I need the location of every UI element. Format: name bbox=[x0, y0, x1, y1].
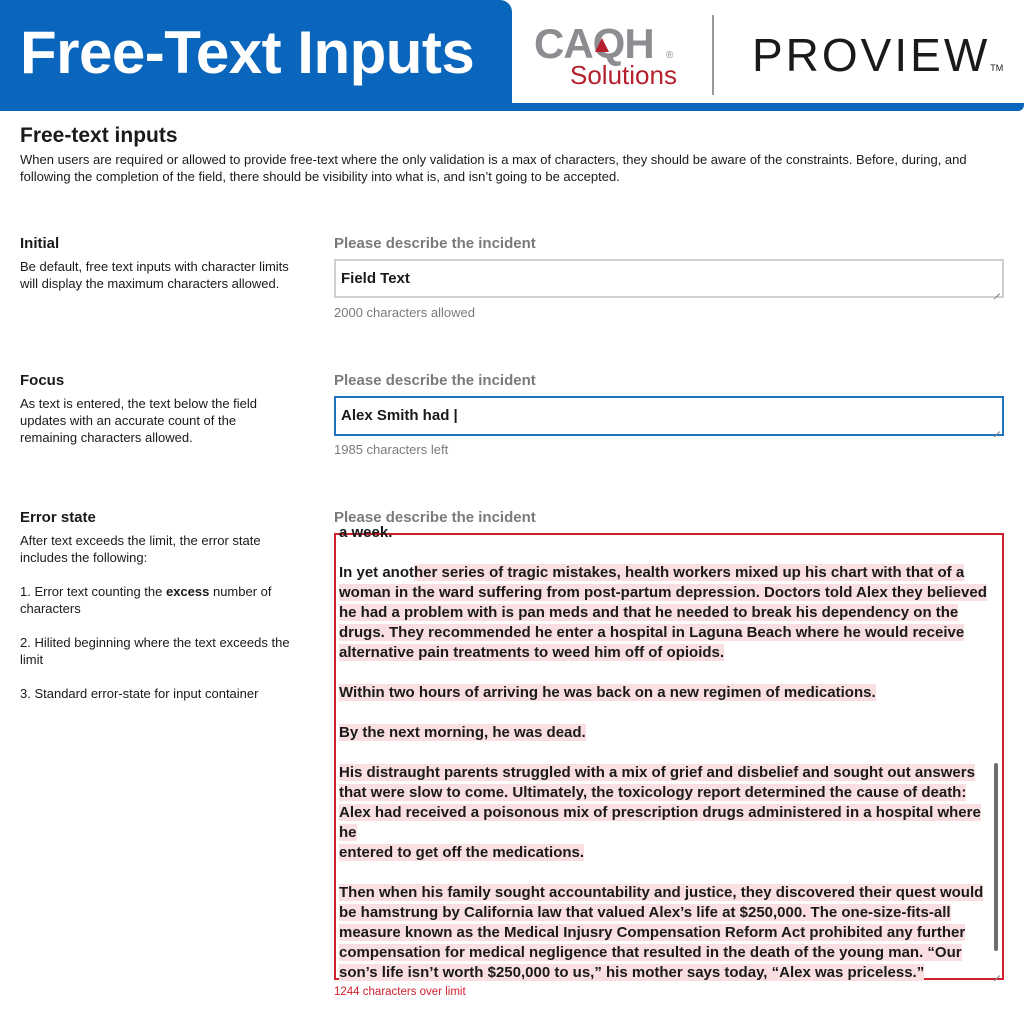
caqh-triangle-icon bbox=[595, 38, 609, 52]
initial-field-value: Field Text bbox=[341, 270, 410, 287]
error-description bbox=[20, 532, 290, 719]
text-paragraph: By the next morning, he was dead. bbox=[339, 724, 586, 741]
focus-field-value: Alex Smith had | bbox=[341, 407, 458, 424]
caqh-solutions-logo bbox=[534, 22, 684, 92]
text-paragraph: Then when his family sought accountability and justice, they discovered their quest would be hamstrung by California law that valued Alex’s life at $250,000. The one-size-fits-all measure known as the Medical Injusry Compensation Reform Act prohibited any further compensation for medical negligence that resulted in the death of the young man. “Our son’s life isn’t worth $250,000 to us,” his mother says today, “Alex was priceless.” bbox=[339, 884, 984, 981]
resize-grip-icon[interactable] bbox=[992, 286, 1000, 294]
error-textarea[interactable] bbox=[334, 524, 1004, 981]
logo-divider bbox=[712, 15, 714, 95]
error-intro-text: After text exceeds the limit, the error state includes the following: bbox=[20, 533, 261, 565]
text-paragraph: a week. bbox=[339, 524, 393, 541]
over-limit-highlight: her series of tragic mistakes, health workers mixed up his chart with that of a bbox=[414, 564, 965, 581]
error-field-label: Please describe the incident bbox=[334, 509, 536, 526]
text-paragraph: In yet another series of tragic mistakes, health workers mixed up his chart with that of a woman in the ward suffering from post-partum depression. Doctors told Alex they believed he had a problem with is pan meds and that he needed to break his dependency on the drugs. They recommended he enter a hospital in Laguna Beach where he would receive alternative pain treatments to weed him off of opioids. bbox=[339, 564, 987, 661]
resize-grip-icon[interactable] bbox=[992, 968, 1000, 976]
text-paragraph: Within two hours of arriving he was back on a new regimen of medications. bbox=[339, 684, 876, 701]
proview-logo bbox=[752, 28, 1003, 82]
focus-title: Focus bbox=[20, 372, 65, 389]
initial-title: Initial bbox=[20, 235, 60, 252]
initial-helper-text: 2000 characters allowed bbox=[334, 305, 475, 320]
error-helper-text: 1244 characters over limit bbox=[334, 986, 466, 998]
initial-description: Be default, free text inputs with character limits will display the maximum characters allowed. bbox=[20, 259, 289, 291]
intro-paragraph: When users are required or allowed to provide free-text where the only validation is a max of characters, they should be aware of the constraints. Before, during, and following the completion of the field, there should be visibility into what is, and isn’t going to be accepted. bbox=[20, 152, 967, 184]
registered-mark: ® bbox=[666, 50, 674, 61]
focus-description: As text is entered, the text below the field updates with an accurate count of the remaining characters allowed. bbox=[20, 396, 258, 445]
error-list-item-1: 1. Error text counting the excess number of characters bbox=[20, 584, 272, 616]
focus-helper-text: 1985 characters left bbox=[334, 442, 449, 457]
initial-textarea[interactable] bbox=[334, 259, 1004, 298]
scrollbar-thumb[interactable] bbox=[994, 763, 998, 951]
section-heading: Free-text inputs bbox=[20, 124, 178, 147]
initial-field-label: Please describe the incident bbox=[334, 235, 536, 252]
header-underline bbox=[0, 103, 1024, 111]
trademark-mark: TM bbox=[990, 63, 1004, 73]
error-list-item-2: 2. Hilited beginning where the text exceeds the limit bbox=[20, 635, 290, 667]
proview-wordmark: PROVIEW bbox=[752, 29, 991, 81]
page-title: Free-Text Inputs bbox=[20, 19, 475, 86]
error-textarea-content bbox=[339, 523, 991, 1003]
solutions-wordmark: Solutions bbox=[570, 60, 677, 90]
resize-grip-icon[interactable] bbox=[992, 424, 1000, 432]
error-title: Error state bbox=[20, 509, 96, 526]
caqh-wordmark: CAQH bbox=[534, 20, 654, 67]
focus-field-label: Please describe the incident bbox=[334, 372, 536, 389]
focus-textarea[interactable] bbox=[334, 396, 1004, 436]
error-list-item-3: 3. Standard error-state for input container bbox=[20, 686, 259, 701]
text-paragraph: His distraught parents struggled with a mix of grief and disbelief and sought out answers that were slow to come. Ultimately, the toxicology report determined the cause of death: Alex had received a poisonous mix of prescription drugs administered in a hospital where he entered to get off the medications. bbox=[339, 764, 981, 861]
